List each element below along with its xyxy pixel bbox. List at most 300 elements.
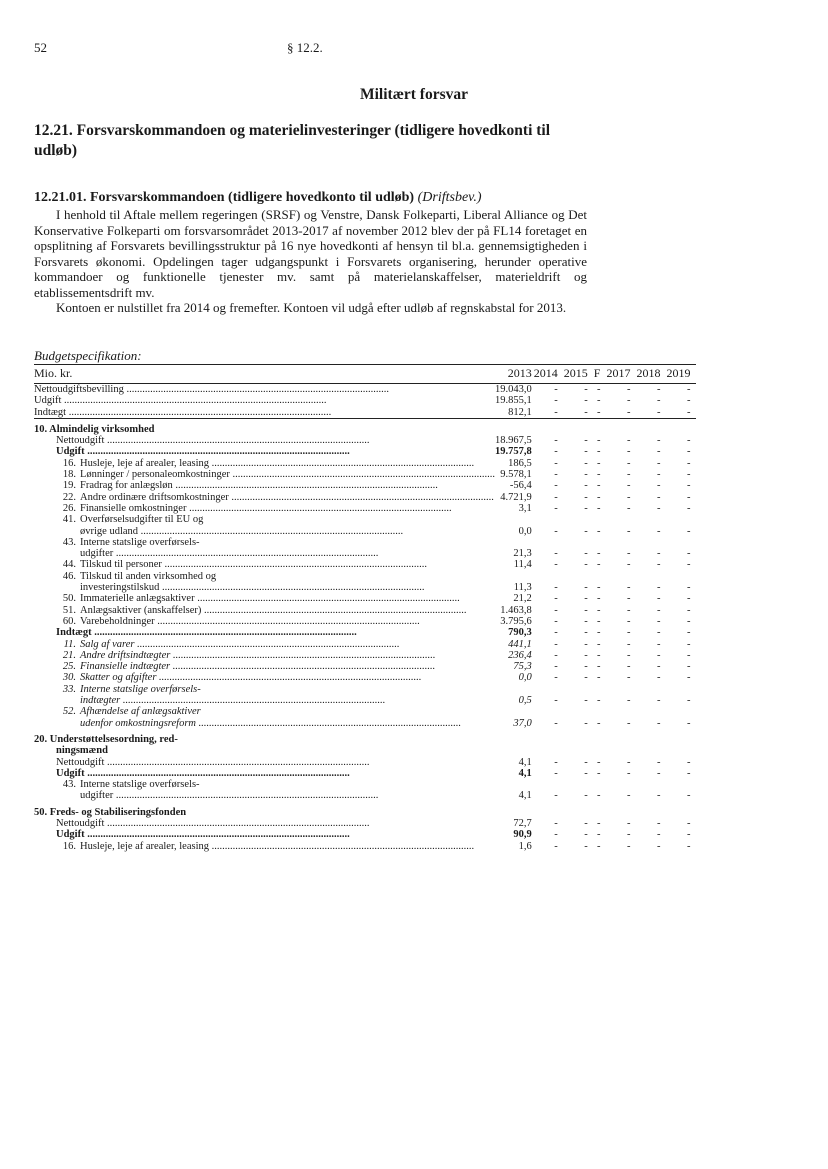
empty-year-value: -	[596, 790, 601, 802]
account-title-text: 12.21.01. Forsvarskommandoen (tidligere hovedkonto til udløb)	[34, 190, 415, 205]
value-2013: 4,1	[518, 756, 532, 768]
budget-spec-label: Budgetspecifikation:	[34, 348, 142, 363]
chapter-title: 12.21. Forsvarskommandoen og materielinvesteringer (tidligere hovedkonti til udløb)	[34, 122, 551, 159]
group-title-continued: ningsmænd	[56, 745, 108, 757]
unit-header: Mio. kr.	[34, 366, 73, 381]
value-2013: 790,3	[508, 627, 532, 639]
empty-year-value: -	[584, 627, 588, 639]
row-label-text-wrap	[56, 829, 495, 840]
year-header: F	[593, 366, 601, 381]
empty-year-value: -	[686, 672, 691, 684]
empty-year-value: -	[596, 767, 601, 779]
account-code: 52.	[62, 706, 76, 718]
empty-year-value: -	[554, 672, 558, 684]
row-label-text: Overførselsudgifter til EU og	[80, 514, 204, 526]
empty-year-value: -	[626, 395, 631, 407]
empty-year-value: -	[596, 457, 601, 469]
row-label-text-wrap	[56, 768, 495, 779]
table-row	[34, 639, 696, 650]
table-row	[34, 537, 696, 548]
row-label-continued	[34, 790, 495, 801]
empty-year-value: -	[584, 661, 588, 673]
empty-year-value: -	[584, 790, 588, 802]
empty-year-value: -	[596, 502, 601, 514]
row-label-text: Nettoudgiftsbevilling .....	[34, 384, 495, 395]
empty-year-value: -	[584, 395, 588, 407]
empty-year-value: -	[656, 756, 661, 768]
value-2013: 186,5	[508, 457, 532, 469]
table-header-row	[34, 365, 696, 384]
account-code: 51.	[62, 604, 76, 616]
row-label-text: Immaterielle anlægsaktiver	[80, 593, 195, 605]
row-label	[34, 627, 495, 638]
empty-year-value: -	[584, 840, 588, 852]
table-row	[34, 779, 696, 790]
row-label	[34, 480, 495, 491]
row-label-text-wrap	[56, 559, 495, 570]
empty-year-value: -	[554, 395, 558, 407]
empty-year-value: -	[686, 829, 691, 841]
empty-year-value: -	[584, 384, 588, 395]
empty-year-value: -	[656, 593, 661, 605]
empty-year-value: -	[626, 717, 631, 729]
table-row	[34, 684, 696, 695]
group-title: 20. Understøttelsesordning, red-	[34, 733, 178, 745]
empty-year-value: -	[554, 435, 558, 447]
row-label-text: udenfor omkostningsreform .....	[80, 718, 495, 729]
empty-year-value: -	[596, 604, 601, 616]
row-label-continued	[34, 582, 495, 593]
empty-year-value: -	[584, 829, 588, 841]
empty-year-value: -	[656, 627, 661, 639]
group-title: 50. Freds- og Stabiliseringsfonden	[34, 806, 187, 818]
group-title: 10. Almindelig virksomhed	[34, 423, 155, 435]
empty-year-value: -	[656, 661, 661, 673]
row-label-text-wrap	[56, 627, 495, 638]
row-label	[34, 818, 495, 829]
row-label-text-wrap	[56, 661, 495, 672]
account-code: 43.	[62, 779, 76, 791]
row-label-text: Skatter og afgifter	[80, 672, 157, 684]
value-2013: 75,3	[513, 661, 532, 673]
empty-year-value: -	[626, 649, 631, 661]
year-header: 2013	[507, 366, 532, 381]
row-label-text: Tilskud til anden virksomhed og	[80, 570, 217, 582]
row-label	[34, 514, 696, 525]
empty-year-value: -	[584, 756, 588, 768]
empty-year-value: -	[554, 756, 558, 768]
account-code: 16.	[62, 840, 76, 852]
empty-year-value: -	[626, 615, 631, 627]
empty-year-value: -	[554, 615, 558, 627]
table-row	[34, 458, 696, 469]
value-2013: 0,5	[518, 695, 532, 707]
row-label-text: Finansielle indtægter	[80, 661, 171, 673]
row-label	[34, 503, 495, 514]
empty-year-value: -	[554, 582, 558, 594]
empty-year-value: -	[656, 406, 661, 418]
account-code: 11.	[63, 638, 76, 650]
empty-year-value: -	[596, 817, 601, 829]
empty-year-value: -	[656, 491, 661, 503]
empty-year-value: -	[686, 406, 691, 418]
value-2013: 90,9	[513, 829, 532, 841]
row-label-text-wrap	[56, 593, 495, 604]
empty-year-value: -	[656, 672, 661, 684]
empty-year-value: -	[554, 817, 558, 829]
empty-year-value: -	[596, 548, 601, 560]
row-label-continued	[34, 526, 495, 537]
table-row	[34, 650, 696, 661]
empty-year-value: -	[596, 661, 601, 673]
empty-year-value: -	[656, 435, 661, 447]
empty-year-value: -	[626, 548, 631, 560]
value-2013: 4,1	[518, 767, 532, 779]
row-label-text: Salg af varer	[80, 638, 135, 650]
empty-year-value: -	[686, 582, 691, 594]
empty-year-value: -	[584, 604, 588, 616]
row-label-text-wrap	[56, 469, 495, 480]
empty-year-value: -	[686, 559, 691, 571]
empty-year-value: -	[554, 717, 558, 729]
empty-year-value: -	[686, 457, 691, 469]
budget-table-body	[34, 365, 696, 852]
empty-year-value: -	[686, 525, 691, 537]
value-2013: 37,0	[513, 717, 532, 729]
table-row	[34, 661, 696, 672]
value-2013: 0,0	[518, 525, 532, 537]
empty-year-value: -	[656, 457, 661, 469]
value-2013: 11,4	[513, 559, 532, 571]
row-label	[34, 384, 495, 396]
empty-year-value: -	[554, 446, 558, 458]
empty-year-value: -	[626, 829, 631, 841]
empty-year-value: -	[656, 395, 661, 407]
empty-year-value: -	[584, 717, 588, 729]
budget-table	[34, 364, 696, 852]
table-row	[34, 790, 696, 801]
empty-year-value: -	[584, 649, 588, 661]
table-row	[34, 672, 696, 683]
table-row	[34, 559, 696, 570]
row-label-text: Fradrag for anlægsløn	[80, 480, 173, 492]
account-code: 60.	[62, 615, 76, 627]
value-2013: 21,3	[513, 548, 532, 560]
empty-year-value: -	[626, 491, 631, 503]
empty-year-value: -	[584, 435, 588, 447]
empty-year-value: -	[626, 672, 631, 684]
row-label-text: Udgift	[56, 446, 85, 458]
row-label-text-wrap	[56, 435, 495, 446]
account-code: 26.	[62, 502, 76, 514]
empty-year-value: -	[626, 695, 631, 707]
empty-year-value: -	[626, 593, 631, 605]
empty-year-value: -	[584, 695, 588, 707]
value-2013: 812,1	[508, 406, 532, 418]
empty-year-value: -	[584, 502, 588, 514]
empty-year-value: -	[656, 604, 661, 616]
empty-year-value: -	[554, 406, 558, 418]
account-code: 50.	[62, 593, 76, 605]
row-label	[34, 650, 495, 661]
account-type: (Driftsbev.)	[417, 190, 482, 205]
empty-year-value: -	[626, 525, 631, 537]
row-label-text: øvrige udland .....	[80, 526, 495, 537]
empty-year-value: -	[554, 548, 558, 560]
section-title: Militært forsvar	[359, 86, 469, 103]
table-row	[34, 605, 696, 616]
table-row	[34, 841, 696, 852]
empty-year-value: -	[596, 615, 601, 627]
row-label	[34, 779, 696, 790]
row-label-text-wrap	[56, 639, 495, 650]
row-label-text-wrap	[56, 446, 495, 457]
empty-year-value: -	[584, 491, 588, 503]
empty-year-value: -	[584, 548, 588, 560]
value-2013: 3.795,6	[500, 615, 532, 627]
year-header: 2015	[563, 366, 588, 381]
empty-year-value: -	[686, 840, 691, 852]
row-label	[34, 537, 696, 548]
row-label-text-wrap	[56, 818, 495, 829]
empty-year-value: -	[554, 457, 558, 469]
account-code: 19.	[62, 480, 76, 492]
empty-year-value: -	[596, 840, 601, 852]
empty-year-value: -	[656, 717, 661, 729]
empty-year-value: -	[656, 615, 661, 627]
row-label	[34, 593, 495, 604]
empty-year-value: -	[554, 502, 558, 514]
account-code: 18.	[62, 469, 76, 481]
table-row	[34, 492, 696, 503]
empty-year-value: -	[584, 446, 588, 458]
empty-year-value: -	[686, 395, 691, 407]
empty-year-value: -	[626, 384, 631, 395]
description-paragraph-2: Kontoen er nulstillet fra 2014 og fremefter. Kontoen vil udgå efter udløb af regnskabstal for 2013.	[56, 300, 567, 315]
page-number: 52	[34, 40, 47, 55]
row-label	[34, 661, 495, 672]
table-row	[34, 503, 696, 514]
row-label-text: Nettoudgift	[56, 756, 105, 768]
empty-year-value: -	[656, 582, 661, 594]
row-label-text-wrap	[56, 841, 495, 852]
empty-year-value: -	[656, 559, 661, 571]
empty-year-value: -	[656, 695, 661, 707]
empty-year-value: -	[656, 767, 661, 779]
value-2013: 1.463,8	[500, 604, 532, 616]
empty-year-value: -	[626, 638, 631, 650]
empty-year-value: -	[554, 767, 558, 779]
row-label-text: Udgift	[56, 767, 85, 779]
row-label-continued	[34, 695, 495, 706]
value-2013: 11,3	[513, 582, 532, 594]
year-header: 2018	[636, 366, 661, 381]
account-code: 33.	[62, 683, 76, 695]
row-label-text: Udgift .....	[34, 395, 495, 406]
row-label	[34, 395, 495, 406]
empty-year-value: -	[656, 638, 661, 650]
row-label-text: Afhændelse af anlægsaktiver	[80, 706, 201, 718]
empty-year-value: -	[596, 395, 601, 407]
empty-year-value: -	[686, 548, 691, 560]
row-label	[34, 435, 495, 446]
empty-year-value: -	[596, 559, 601, 571]
empty-year-value: -	[626, 756, 631, 768]
empty-year-value: -	[626, 469, 631, 481]
row-label	[34, 492, 495, 503]
table-row	[34, 593, 696, 604]
empty-year-value: -	[584, 406, 588, 418]
value-2013: 19.757,8	[495, 446, 532, 458]
empty-year-value: -	[554, 627, 558, 639]
value-2013: 19.043,0	[495, 384, 532, 395]
row-label	[34, 407, 495, 419]
row-label	[34, 458, 495, 469]
empty-year-value: -	[584, 525, 588, 537]
row-label	[34, 469, 495, 480]
empty-year-value: -	[686, 502, 691, 514]
table-row	[34, 706, 696, 717]
empty-year-value: -	[686, 384, 691, 395]
table-row	[34, 768, 696, 779]
row-label-text: Indtægt .....	[34, 407, 495, 418]
table-row	[34, 526, 696, 537]
empty-year-value: -	[626, 627, 631, 639]
empty-year-value: -	[686, 615, 691, 627]
empty-year-value: -	[596, 627, 601, 639]
empty-year-value: -	[686, 435, 691, 447]
row-label-text: Nettoudgift	[56, 435, 105, 447]
empty-year-value: -	[656, 480, 661, 492]
empty-year-value: -	[596, 435, 601, 447]
empty-year-value: -	[656, 649, 661, 661]
empty-year-value: -	[554, 593, 558, 605]
row-label	[34, 768, 495, 779]
empty-year-value: -	[596, 525, 601, 537]
summary-row	[34, 384, 696, 396]
row-label-text-wrap	[56, 650, 495, 661]
empty-year-value: -	[596, 638, 601, 650]
table-row	[34, 829, 696, 840]
row-label-text: Finansielle omkostninger	[80, 502, 187, 514]
empty-year-value: -	[686, 756, 691, 768]
table-row	[34, 514, 696, 525]
table-row	[34, 435, 696, 446]
empty-year-value: -	[626, 406, 631, 418]
row-label	[34, 829, 495, 840]
row-label	[34, 571, 696, 582]
empty-year-value: -	[656, 829, 661, 841]
row-label-text-wrap	[56, 458, 495, 469]
summary-row	[34, 407, 696, 419]
empty-year-value: -	[686, 649, 691, 661]
row-label-text-wrap	[56, 492, 495, 503]
table-row	[34, 582, 696, 593]
value-2013: 19.855,1	[495, 395, 532, 407]
empty-year-value: -	[656, 817, 661, 829]
account-code: 41.	[62, 514, 76, 526]
empty-year-value: -	[686, 593, 691, 605]
group-title-row	[34, 729, 696, 745]
row-label-text: indtægter .....	[80, 695, 495, 706]
empty-year-value: -	[596, 446, 601, 458]
row-label	[34, 639, 495, 650]
empty-year-value: -	[686, 469, 691, 481]
value-2013: 441,1	[508, 638, 532, 650]
empty-year-value: -	[626, 790, 631, 802]
empty-year-value: -	[554, 829, 558, 841]
row-label	[34, 616, 495, 627]
empty-year-value: -	[584, 480, 588, 492]
empty-year-value: -	[626, 480, 631, 492]
empty-year-value: -	[686, 480, 691, 492]
empty-year-value: -	[626, 582, 631, 594]
table-row	[34, 695, 696, 706]
row-label-text-wrap	[56, 605, 495, 616]
empty-year-value: -	[596, 406, 601, 418]
paragraph-reference: § 12.2.	[287, 40, 323, 55]
row-label-text: Interne statslige overførsels-	[80, 536, 200, 548]
table-row	[34, 469, 696, 480]
empty-year-value: -	[626, 767, 631, 779]
row-label-text: Udgift	[56, 829, 85, 841]
empty-year-value: -	[596, 384, 601, 395]
empty-year-value: -	[554, 649, 558, 661]
empty-year-value: -	[656, 469, 661, 481]
empty-year-value: -	[596, 649, 601, 661]
empty-year-value: -	[686, 817, 691, 829]
row-label-text: Varebeholdninger	[80, 615, 155, 627]
empty-year-value: -	[584, 615, 588, 627]
empty-year-value: -	[584, 638, 588, 650]
table-row	[34, 718, 696, 729]
empty-year-value: -	[626, 817, 631, 829]
value-2013: 4,1	[518, 790, 532, 802]
empty-year-value: -	[554, 604, 558, 616]
empty-year-value: -	[554, 525, 558, 537]
empty-year-value: -	[656, 840, 661, 852]
group-title-row	[34, 802, 696, 818]
empty-year-value: -	[656, 525, 661, 537]
row-label-text: Lønninger / personaleomkostninger	[80, 469, 230, 481]
empty-year-value: -	[626, 559, 631, 571]
year-header: 2017	[606, 366, 631, 381]
empty-year-value: -	[554, 638, 558, 650]
empty-year-value: -	[596, 469, 601, 481]
empty-year-value: -	[686, 604, 691, 616]
summary-row	[34, 395, 696, 406]
empty-year-value: -	[584, 582, 588, 594]
row-label-text: Husleje, leje af arealer, leasing	[80, 457, 210, 469]
row-label	[34, 672, 495, 683]
empty-year-value: -	[656, 384, 661, 395]
row-label	[34, 841, 495, 852]
row-label	[34, 559, 495, 570]
empty-year-value: -	[596, 756, 601, 768]
empty-year-value: -	[554, 840, 558, 852]
row-label-text: Interne statslige overførsels-	[80, 683, 201, 695]
empty-year-value: -	[596, 672, 601, 684]
account-code: 22.	[62, 491, 76, 503]
empty-year-value: -	[554, 559, 558, 571]
value-2013: 1,6	[518, 840, 532, 852]
empty-year-value: -	[626, 457, 631, 469]
empty-year-value: -	[686, 767, 691, 779]
row-label-text: Anlægsaktiver (anskaffelser)	[80, 604, 202, 616]
empty-year-value: -	[686, 446, 691, 458]
value-2013: -56,4	[509, 480, 532, 492]
value-2013: 72,7	[513, 817, 532, 829]
